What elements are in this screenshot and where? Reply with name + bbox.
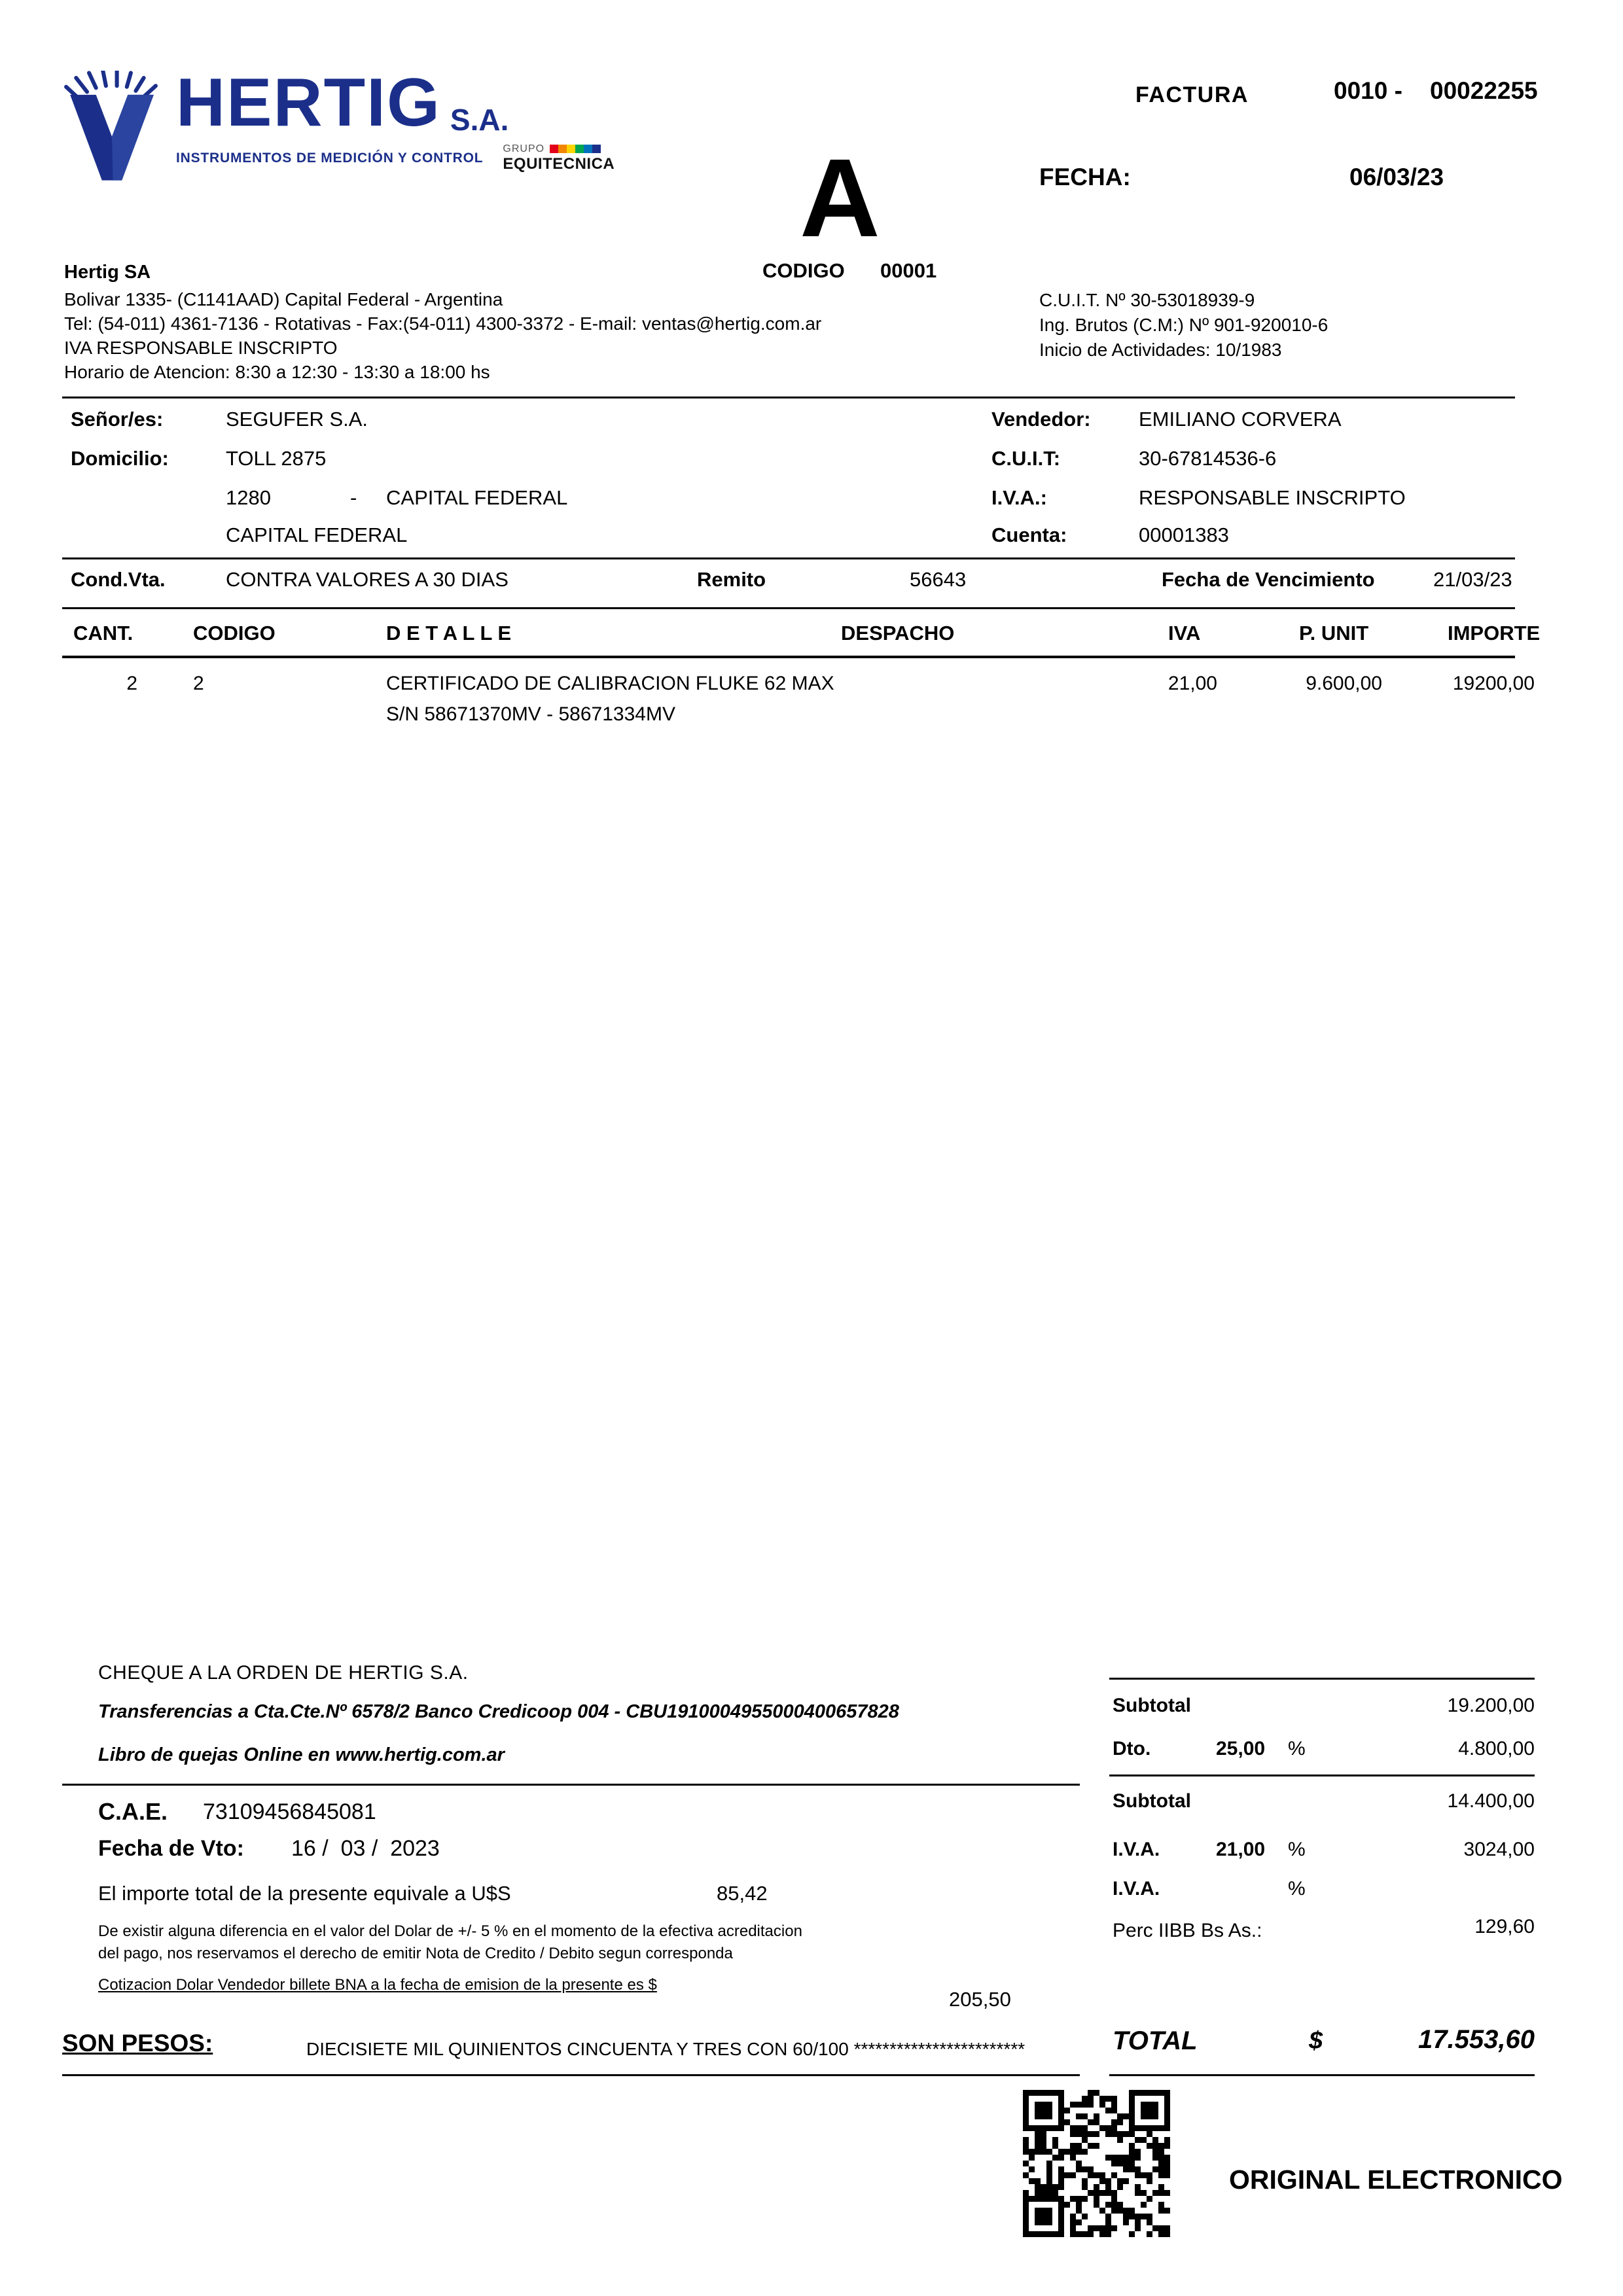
cuenta-value: 00001383 [1139, 523, 1229, 546]
dto-value: 4.800,00 [1458, 1738, 1535, 1759]
iva1-label: I.V.A. [1113, 1839, 1160, 1860]
company-horario: Horario de Atencion: 8:30 a 12:30 - 13:30 a 18:00 hs [64, 362, 490, 382]
col-header-iva: IVA [1168, 622, 1201, 645]
iva1-pct: 21,00 [1216, 1839, 1266, 1860]
customer-iva-label: I.V.A.: [991, 486, 1047, 509]
subtotal2-label: Subtotal [1113, 1790, 1191, 1812]
logo-text: HERTIG [176, 65, 441, 141]
hertig-v-icon [62, 71, 162, 181]
subtotal1-value: 19.200,00 [1447, 1695, 1535, 1716]
vencimiento-value: 21/03/23 [1433, 568, 1512, 591]
cotizacion-value: 205,50 [949, 1988, 1011, 2011]
col-header-codigo: CODIGO [193, 622, 276, 645]
transferencias-text: Transferencias a Cta.Cte.Nº 6578/2 Banco Credicoop 004 - CBU1910004955000400657828 [98, 1701, 899, 1722]
company-fiscal-info [1039, 288, 1328, 362]
domicilio-value: TOLL 2875 [226, 447, 327, 470]
disclaimer-line2: del pago, nos reservamos el derecho de emitir Nota de Credito / Debito segun corresponda [98, 1945, 733, 1962]
cae-value: 73109456845081 [203, 1799, 376, 1824]
vendedor-label: Vendedor: [991, 408, 1091, 431]
vencimiento-label: Fecha de Vencimiento [1162, 568, 1375, 591]
item-detalle-line2: S/N 58671370MV - 58671334MV [386, 703, 675, 725]
divider-bottom-left [62, 2074, 1080, 2076]
customer-ciudad2: CAPITAL FEDERAL [226, 523, 408, 546]
doc-number-prefix: 0010 - [1334, 77, 1402, 104]
cuenta-label: Cuenta: [991, 523, 1067, 546]
item-detalle-line1: CERTIFICADO DE CALIBRACION FLUKE 62 MAX [386, 673, 834, 694]
remito-value: 56643 [910, 568, 967, 591]
condvta-value: CONTRA VALORES A 30 DIAS [226, 568, 508, 591]
divider-table-header [62, 656, 1515, 658]
usd-equivalent-value: 85,42 [717, 1882, 768, 1905]
divider-totals-top [1109, 1678, 1535, 1680]
divider-customer [62, 557, 1515, 559]
logo-text-block [176, 65, 615, 181]
perc-iibb-value: 129,60 [1474, 1916, 1535, 1937]
divider-totals-mid [1109, 1775, 1535, 1776]
customer-cp-dash: - [350, 486, 357, 509]
senores-label: Señor/es: [71, 408, 164, 431]
doc-type-label: FACTURA [1135, 82, 1249, 107]
customer-ciudad: CAPITAL FEDERAL [386, 486, 568, 509]
dto-label: Dto. [1113, 1738, 1151, 1759]
total-value: 17.553,60 [1418, 2025, 1535, 2054]
company-ing-brutos: Ing. Brutos (C.M:) Nº 901-920010-6 [1039, 315, 1329, 335]
cae-label: C.A.E. [98, 1798, 168, 1825]
fecha-value: 06/03/23 [1349, 164, 1444, 190]
equitecnica-badge [503, 143, 615, 173]
invoice-letter: A [800, 136, 880, 260]
divider-header [62, 397, 1515, 398]
customer-cp: 1280 [226, 486, 271, 509]
col-header-cant: CANT. [73, 622, 134, 645]
fecha-label: FECHA: [1039, 164, 1131, 190]
fecha-vto-label: Fecha de Vto: [98, 1836, 244, 1861]
company-name: Hertig SA [64, 262, 151, 283]
iva1-pct-sign: % [1288, 1839, 1306, 1860]
grupo-label: GRUPO [503, 143, 545, 154]
subtotal1-label: Subtotal [1113, 1695, 1191, 1716]
logo-suffix: S.A. [450, 102, 509, 137]
remito-label: Remito [697, 568, 766, 591]
company-address: Bolivar 1335- (C1141AAD) Capital Federal - Argentina [64, 289, 503, 309]
cotizacion-label: Cotizacion Dolar Vendedor billete BNA a la fecha de emision de la presente es $ [98, 1976, 657, 1994]
company-contact: Tel: (54-011) 4361-7136 - Rotativas - Fax:(54-011) 4300-3372 - E-mail: ventas@hertig.com.ar [64, 313, 822, 334]
quejas-text: Libro de quejas Online en www.hertig.com.ar [98, 1744, 505, 1765]
logo-tagline: INSTRUMENTOS DE MEDICIÓN Y CONTROL [176, 150, 484, 166]
disclaimer-line1: De existir alguna diferencia en el valor del Dolar de +/- 5 % en el momento de la efectiva acreditacion [98, 1922, 802, 1940]
senores-value: SEGUFER S.A. [226, 408, 368, 431]
col-header-importe: IMPORTE [1448, 622, 1541, 645]
col-header-punit: P. UNIT [1299, 622, 1369, 645]
company-info [64, 260, 821, 384]
equitecnica-label: EQUITECNICA [503, 154, 615, 173]
divider-bottom-right [1109, 2074, 1535, 2076]
condvta-label: Cond.Vta. [71, 568, 166, 591]
item-punit: 9.600,00 [1306, 673, 1382, 694]
dto-pct-sign: % [1288, 1738, 1306, 1759]
company-inicio: Inicio de Actividades: 10/1983 [1039, 340, 1282, 360]
total-label: TOTAL [1113, 2026, 1198, 2055]
original-electronico-label: ORIGINAL ELECTRONICO [1229, 2164, 1563, 2195]
equitecnica-stripes [550, 145, 601, 153]
domicilio-label: Domicilio: [71, 447, 169, 470]
vendedor-value: EMILIANO CORVERA [1139, 408, 1342, 431]
divider-condvta [62, 607, 1515, 609]
iva2-label: I.V.A. [1113, 1878, 1160, 1899]
qr-code [1023, 2090, 1170, 2237]
dto-pct: 25,00 [1216, 1738, 1266, 1759]
col-header-detalle: D E T A L L E [386, 622, 512, 645]
customer-iva-value: RESPONSABLE INSCRIPTO [1139, 486, 1406, 509]
subtotal2-value: 14.400,00 [1447, 1790, 1535, 1812]
item-cant: 2 [126, 673, 137, 694]
item-iva: 21,00 [1168, 673, 1217, 694]
company-cuit: C.U.I.T. Nº 30-53018939-9 [1039, 290, 1255, 310]
usd-equivalent-label: El importe total de la presente equivale a U$S [98, 1882, 511, 1905]
fecha-vto-value: 16 / 03 / 2023 [291, 1836, 440, 1861]
iva1-value: 3024,00 [1463, 1839, 1535, 1860]
company-logo [62, 65, 615, 181]
cheque-text: CHEQUE A LA ORDEN DE HERTIG S.A. [98, 1662, 469, 1684]
divider-payment-left [62, 1784, 1080, 1786]
item-codigo: 2 [193, 673, 204, 694]
doc-number: 00022255 [1430, 77, 1538, 104]
customer-cuit-label: C.U.I.T: [991, 447, 1061, 470]
total-currency-sign: $ [1309, 2027, 1323, 2055]
codigo-value: 00001 [880, 259, 937, 282]
customer-cuit-value: 30-67814536-6 [1139, 447, 1277, 470]
iva2-pct-sign: % [1288, 1878, 1306, 1899]
item-importe: 19200,00 [1452, 673, 1535, 694]
son-pesos-value: DIECISIETE MIL QUINIENTOS CINCUENTA Y TRES CON 60/100 ************************ [306, 2039, 1026, 2059]
col-header-despacho: DESPACHO [841, 622, 955, 645]
son-pesos-label: SON PESOS: [62, 2030, 213, 2057]
company-iva: IVA RESPONSABLE INSCRIPTO [64, 338, 338, 358]
perc-iibb-label: Perc IIBB Bs As.: [1113, 1920, 1262, 1941]
codigo-label: CODIGO [762, 259, 845, 282]
